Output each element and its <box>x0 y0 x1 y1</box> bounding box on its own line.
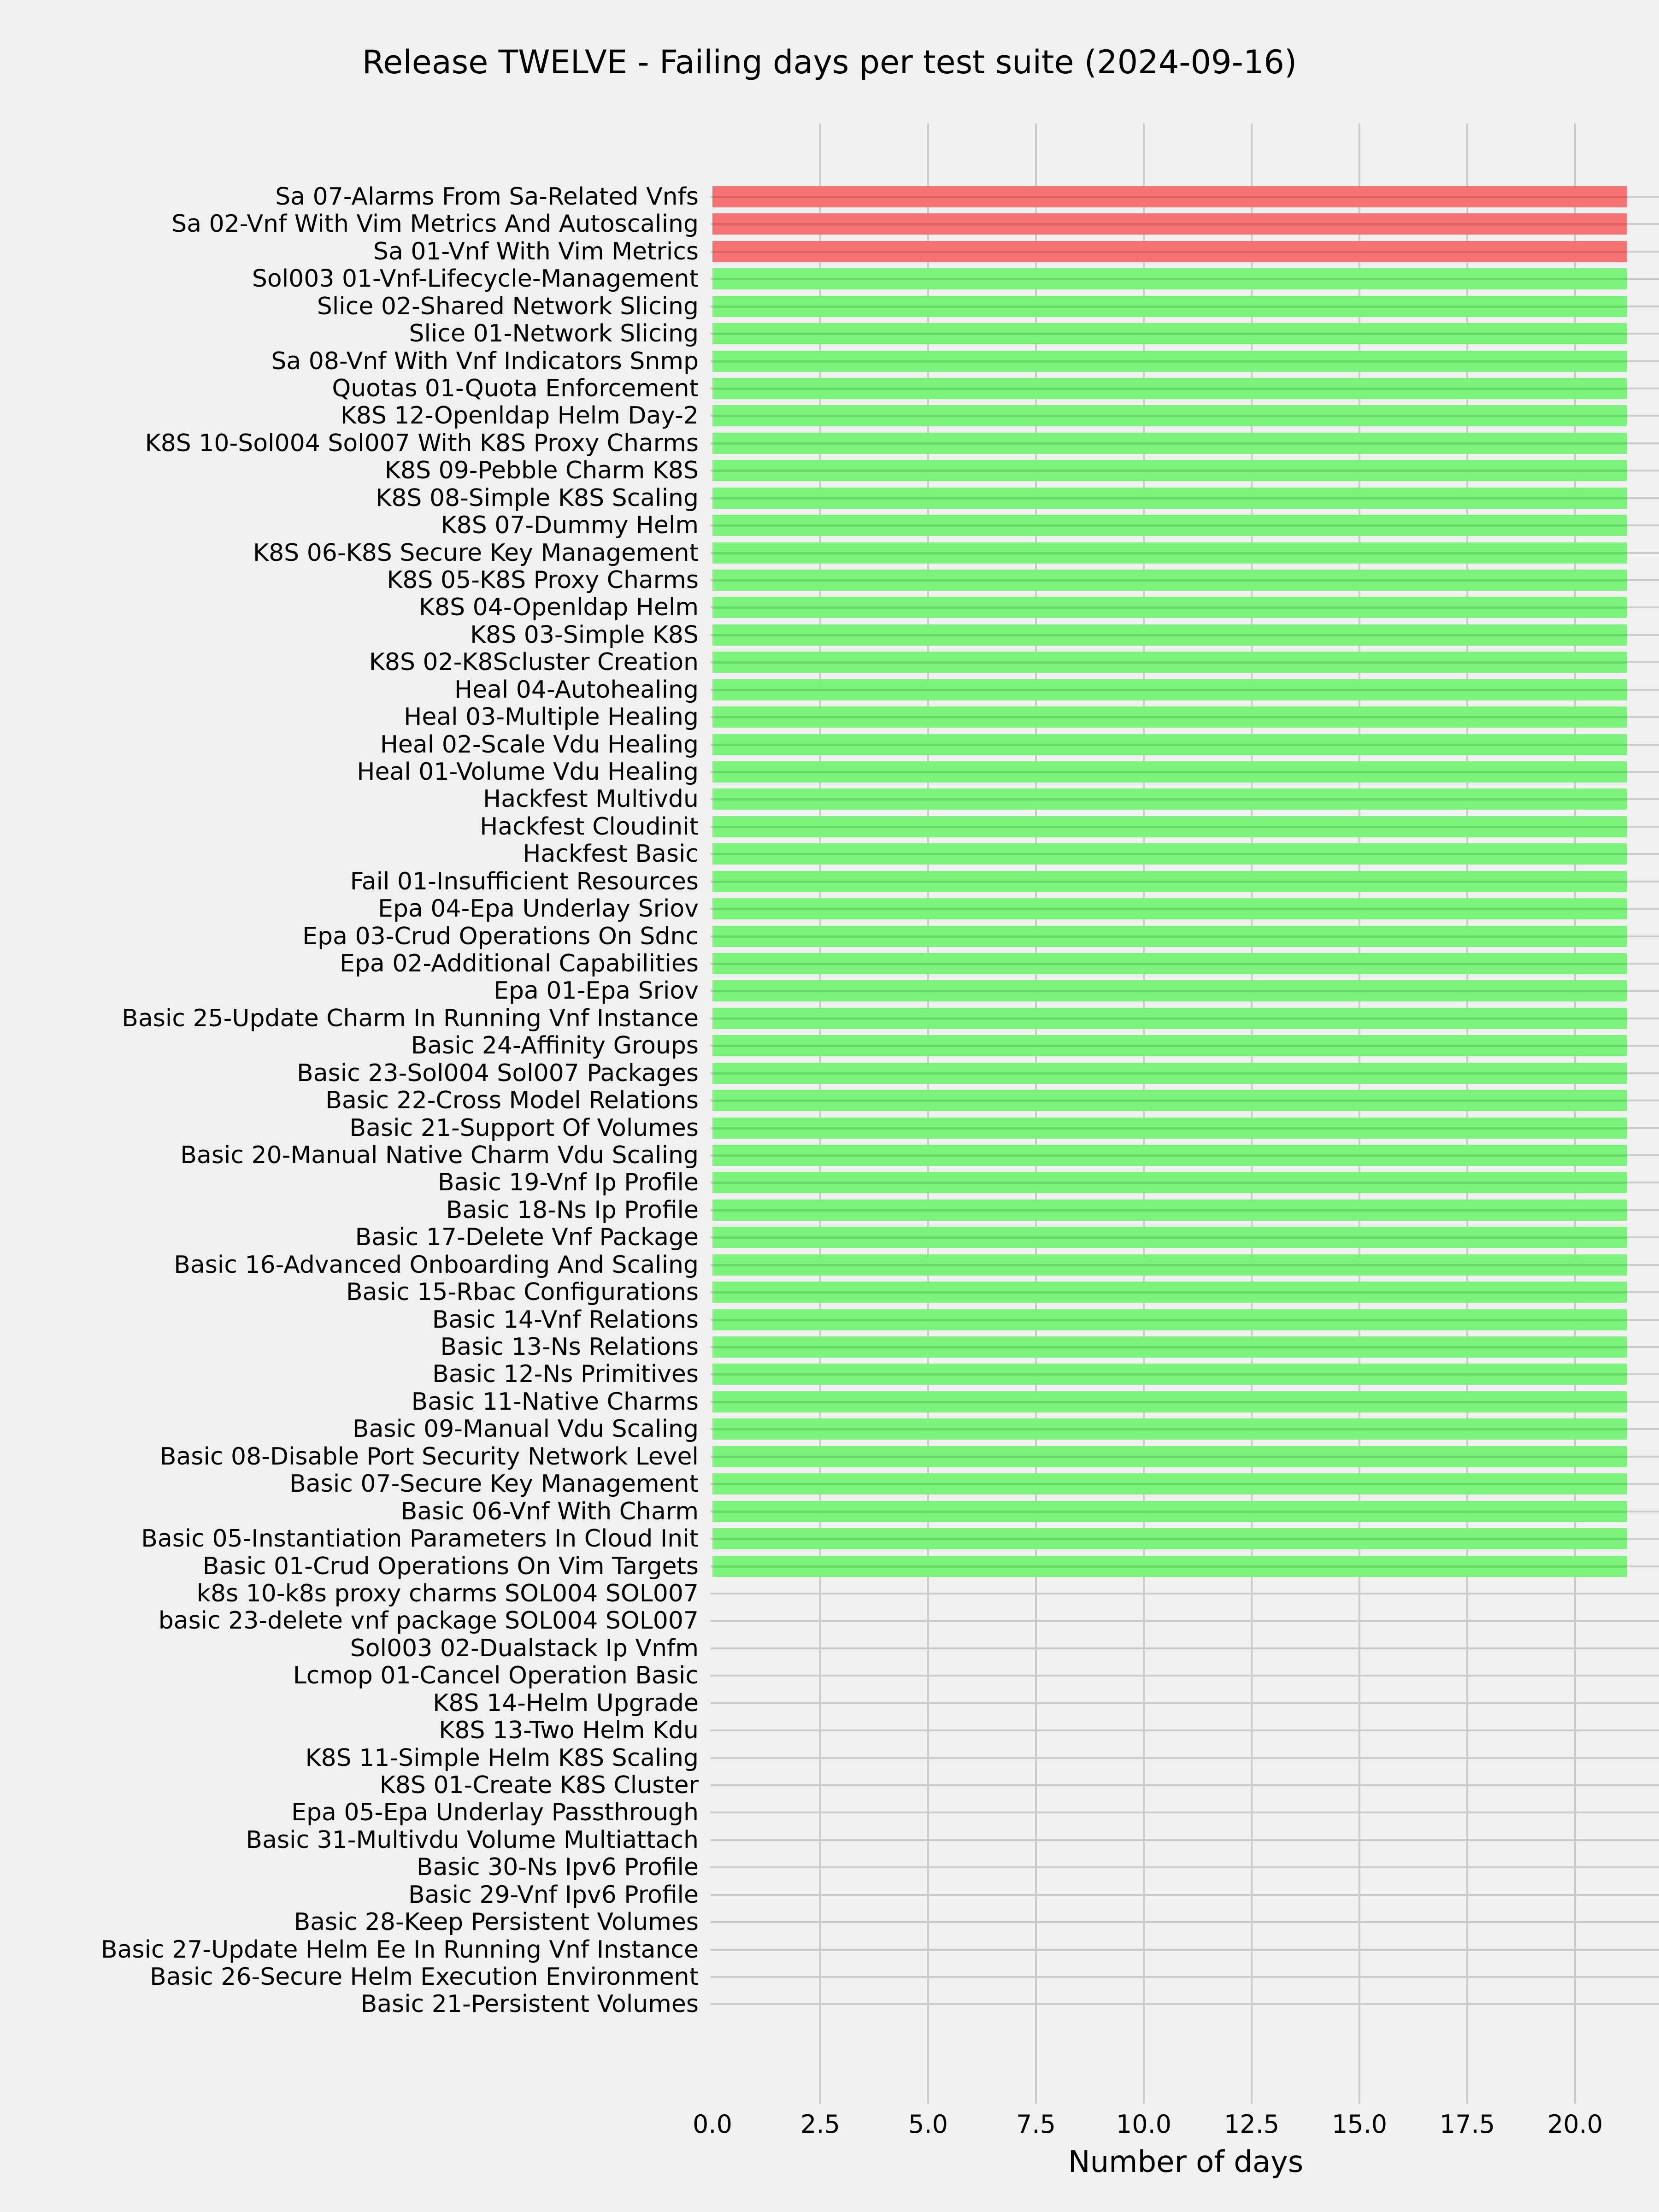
bar-center-stripe <box>712 689 1627 691</box>
y-tick-label: Lcmop 01-Cancel Operation Basic <box>293 1662 699 1690</box>
y-tick-label: Quotas 01-Quota Enforcement <box>332 375 699 402</box>
passing-bar <box>712 926 1627 947</box>
y-tick-label: Basic 15-Rbac Configurations <box>346 1278 699 1306</box>
bar-center-stripe <box>712 442 1627 445</box>
bar-center-stripe <box>712 1127 1627 1130</box>
y-tick-label: K8S 06-K8S Secure Key Management <box>253 539 699 567</box>
bar-center-stripe <box>712 826 1627 828</box>
bar-center-stripe <box>712 935 1627 938</box>
bar-center-stripe <box>712 1236 1627 1239</box>
y-tick-label: Basic 16-Advanced Onboarding And Scaling <box>174 1251 699 1279</box>
failing-bar <box>712 213 1627 235</box>
passing-bar <box>712 1254 1627 1276</box>
horizontal-gridline <box>711 1593 1659 1594</box>
passing-bar <box>712 351 1627 372</box>
y-tick-label: Basic 21-Support Of Volumes <box>349 1114 699 1142</box>
bar-center-stripe <box>712 196 1627 198</box>
bar-center-stripe <box>712 716 1627 718</box>
bar-center-stripe <box>712 579 1627 582</box>
y-tick-label: K8S 10-Sol004 Sol007 With K8S Proxy Charms <box>145 429 699 457</box>
y-tick-label: k8s 10-k8s proxy charms SOL004 SOL007 <box>196 1579 699 1607</box>
passing-bar <box>712 1063 1627 1084</box>
y-tick-label: K8S 08-Simple K8S Scaling <box>376 484 699 512</box>
bar-center-stripe <box>712 223 1627 225</box>
y-tick-label: Heal 02-Scale Vdu Healing <box>380 730 699 759</box>
passing-bar <box>712 570 1627 591</box>
y-tick-label: K8S 05-K8S Proxy Charms <box>387 566 699 594</box>
horizontal-gridline <box>711 1894 1659 1896</box>
passing-bar <box>712 953 1627 974</box>
bar-center-stripe <box>712 1483 1627 1485</box>
bar-center-stripe <box>712 1565 1627 1568</box>
horizontal-gridline <box>711 1647 1659 1649</box>
passing-bar <box>712 405 1627 426</box>
passing-bar <box>712 761 1627 782</box>
passing-bar <box>712 433 1627 454</box>
x-tick-label: 7.5 <box>1016 2110 1056 2139</box>
y-tick-label: Basic 22-Cross Model Relations <box>325 1087 699 1115</box>
bar-center-stripe <box>712 1319 1627 1321</box>
passing-bar <box>712 268 1627 289</box>
horizontal-gridline <box>711 1839 1659 1841</box>
y-tick-label: Basic 07-Secure Key Management <box>289 1470 699 1498</box>
passing-bar <box>712 788 1627 810</box>
y-tick-label: Basic 28-Keep Persistent Volumes <box>294 1908 699 1936</box>
passing-bar <box>712 1473 1627 1494</box>
y-tick-label: Basic 26-Secure Helm Execution Environment <box>150 1963 699 1991</box>
y-tick-label: K8S 12-Openldap Helm Day-2 <box>340 402 699 430</box>
bar-center-stripe <box>712 1538 1627 1540</box>
passing-bar <box>712 706 1627 728</box>
horizontal-gridline <box>711 1784 1659 1786</box>
horizontal-gridline <box>711 1675 1659 1677</box>
bar-center-stripe <box>712 1291 1627 1294</box>
y-tick-label: Sol003 02-Dualstack Ip Vnfm <box>350 1634 699 1662</box>
bar-center-stripe <box>712 771 1627 773</box>
y-tick-label: Epa 05-Epa Underlay Passthrough <box>291 1799 699 1827</box>
x-tick-label: 5.0 <box>908 2110 948 2139</box>
passing-bar <box>712 1364 1627 1385</box>
y-tick-label: K8S 11-Simple Helm K8S Scaling <box>305 1744 699 1772</box>
bar-center-stripe <box>712 963 1627 965</box>
bar-center-stripe <box>712 1209 1627 1212</box>
bar-center-stripe <box>712 661 1627 664</box>
y-tick-label: K8S 03-Simple K8S <box>470 621 699 649</box>
y-tick-label: Basic 23-Sol004 Sol007 Packages <box>297 1059 699 1087</box>
y-tick-label: Sol003 01-Vnf-Lifecycle-Management <box>252 265 699 293</box>
chart-title: Release TWELVE - Failing days per test suite (2024-09-16) <box>362 43 1297 81</box>
bar-center-stripe <box>712 470 1627 472</box>
bar-center-stripe <box>712 524 1627 527</box>
y-tick-label: Sa 02-Vnf With Vim Metrics And Autoscaling <box>171 210 699 238</box>
y-tick-label: Sa 01-Vnf With Vim Metrics <box>373 237 699 265</box>
passing-bar <box>712 1556 1627 1577</box>
y-tick-label: Basic 09-Manual Vdu Scaling <box>352 1415 699 1443</box>
bar-center-stripe <box>712 1045 1627 1047</box>
passing-bar <box>712 1118 1627 1139</box>
y-tick-label: Epa 01-Epa Sriov <box>494 977 699 1005</box>
bar-center-stripe <box>712 306 1627 308</box>
y-tick-label: Basic 14-Vnf Relations <box>432 1306 699 1334</box>
bar-center-stripe <box>712 333 1627 335</box>
bar-center-stripe <box>712 798 1627 800</box>
bar-center-stripe <box>712 251 1627 253</box>
y-tick-label: Basic 11-Native Charms <box>411 1388 699 1416</box>
passing-bar <box>712 296 1627 317</box>
bar-center-stripe <box>712 606 1627 609</box>
y-tick-label: Fail 01-Insufficient Resources <box>350 867 699 895</box>
passing-bar <box>712 378 1627 399</box>
y-tick-label: K8S 02-K8Scluster Creation <box>369 648 699 677</box>
passing-bar <box>712 1227 1627 1248</box>
bar-center-stripe <box>712 415 1627 417</box>
y-tick-label: basic 23-delete vnf package SOL004 SOL007 <box>158 1607 699 1635</box>
y-tick-label: K8S 13-Two Helm Kdu <box>439 1717 699 1745</box>
y-tick-label: Basic 08-Disable Port Security Network Level <box>159 1442 699 1471</box>
y-tick-label: Basic 13-Ns Relations <box>440 1333 699 1361</box>
bar-center-stripe <box>712 1154 1627 1157</box>
passing-bar <box>712 1501 1627 1522</box>
bar-center-stripe <box>712 388 1627 390</box>
bar-center-stripe <box>712 1401 1627 1403</box>
y-tick-label: Hackfest Basic <box>523 840 699 868</box>
y-tick-label: Hackfest Cloudinit <box>480 812 699 841</box>
y-tick-label: Basic 24-Affinity Groups <box>411 1032 699 1060</box>
y-tick-label: K8S 07-Dummy Helm <box>441 512 699 540</box>
bar-center-stripe <box>712 552 1627 554</box>
horizontal-gridline <box>711 1976 1659 1978</box>
y-tick-label: Basic 01-Crud Operations On Vim Targets <box>202 1552 699 1580</box>
passing-bar <box>712 843 1627 865</box>
bar-center-stripe <box>712 1182 1627 1184</box>
horizontal-gridline <box>711 2003 1659 2005</box>
y-tick-label: Basic 21-Persistent Volumes <box>360 1990 699 2018</box>
y-tick-label: Basic 20-Manual Native Charm Vdu Scaling <box>180 1141 699 1170</box>
horizontal-gridline <box>711 1757 1659 1759</box>
horizontal-gridline <box>711 1949 1659 1951</box>
y-tick-label: K8S 04-Openldap Helm <box>418 594 699 622</box>
passing-bar <box>712 1336 1627 1358</box>
bar-center-stripe <box>712 908 1627 910</box>
y-tick-label: Basic 05-Instantiation Parameters In Cloud Init <box>141 1525 699 1553</box>
y-tick-label: Heal 03-Multiple Healing <box>404 703 699 731</box>
passing-bar <box>712 898 1627 919</box>
bar-center-stripe <box>712 1264 1627 1266</box>
passing-bar <box>712 1145 1627 1166</box>
horizontal-gridline <box>711 1702 1659 1704</box>
y-tick-label: Heal 04-Autohealing <box>454 676 699 704</box>
y-tick-label: Basic 17-Delete Vnf Package <box>355 1224 699 1252</box>
horizontal-gridline <box>711 1921 1659 1923</box>
y-tick-label: K8S 01-Create K8S Cluster <box>379 1771 699 1799</box>
x-tick-label: 20.0 <box>1547 2110 1603 2139</box>
passing-bar <box>712 323 1627 344</box>
passing-bar <box>712 515 1627 536</box>
passing-bar <box>712 1035 1627 1056</box>
y-tick-label: Basic 27-Update Helm Ee In Running Vnf Instance <box>100 1936 699 1964</box>
bar-center-stripe <box>712 1373 1627 1376</box>
y-tick-label: Heal 01-Volume Vdu Healing <box>357 758 699 786</box>
x-tick-label: 2.5 <box>800 2110 840 2139</box>
bar-center-stripe <box>712 1456 1627 1458</box>
bar-center-stripe <box>712 1511 1627 1513</box>
bar-center-stripe <box>712 634 1627 636</box>
y-tick-label: Basic 19-Vnf Ip Profile <box>437 1169 699 1197</box>
horizontal-gridline <box>711 1866 1659 1868</box>
y-tick-label: Basic 25-Update Charm In Running Vnf Instance <box>122 1004 699 1032</box>
passing-bar <box>712 734 1627 755</box>
bar-center-stripe <box>712 1100 1627 1102</box>
passing-bar <box>712 679 1627 700</box>
passing-bar <box>712 1418 1627 1440</box>
passing-bar <box>712 871 1627 892</box>
y-tick-label: Slice 01-Network Slicing <box>409 320 699 348</box>
horizontal-gridline <box>711 1730 1659 1731</box>
bar-center-stripe <box>712 990 1627 992</box>
passing-bar <box>712 1528 1627 1549</box>
bar-center-stripe <box>712 497 1627 500</box>
horizontal-gridline <box>711 1620 1659 1622</box>
y-tick-label: Basic 18-Ns Ip Profile <box>446 1196 699 1224</box>
y-tick-label: Basic 06-Vnf With Charm <box>400 1497 699 1525</box>
passing-bar <box>712 1282 1627 1303</box>
passing-bar <box>712 1309 1627 1330</box>
passing-bar <box>712 542 1627 564</box>
y-tick-label: Epa 02-Additional Capabilities <box>340 950 699 978</box>
passing-bar <box>712 597 1627 618</box>
passing-bar <box>712 460 1627 481</box>
x-tick-label: 10.0 <box>1116 2110 1172 2139</box>
passing-bar <box>712 980 1627 1001</box>
y-tick-label: Epa 03-Crud Operations On Sdnc <box>302 922 699 950</box>
y-tick-label: K8S 14-Helm Upgrade <box>433 1689 699 1717</box>
passing-bar <box>712 816 1627 837</box>
x-tick-label: 15.0 <box>1331 2110 1388 2139</box>
bar-center-stripe <box>712 1072 1627 1075</box>
y-tick-label: Basic 30-Ns Ipv6 Profile <box>416 1853 699 1882</box>
bar-center-stripe <box>712 360 1627 363</box>
failing-bar <box>712 186 1627 207</box>
y-tick-label: Epa 04-Epa Underlay Sriov <box>378 895 699 923</box>
x-tick-label: 0.0 <box>693 2110 732 2139</box>
x-tick-label: 17.5 <box>1439 2110 1495 2139</box>
bar-center-stripe <box>712 1346 1627 1348</box>
passing-bar <box>712 1090 1627 1111</box>
failing-bar <box>712 241 1627 262</box>
horizontal-gridline <box>711 1812 1659 1813</box>
passing-bar <box>712 1200 1627 1221</box>
x-axis-label: Number of days <box>1068 2145 1304 2179</box>
y-tick-label: Hackfest Multivdu <box>483 785 699 813</box>
x-tick-label: 12.5 <box>1224 2110 1280 2139</box>
y-tick-label: Sa 08-Vnf With Vnf Indicators Snmp <box>271 347 699 375</box>
bar-center-stripe <box>712 881 1627 883</box>
y-tick-label: K8S 09-Pebble Charm K8S <box>384 457 699 485</box>
passing-bar <box>712 1391 1627 1412</box>
y-tick-label: Basic 29-Vnf Ipv6 Profile <box>408 1881 699 1909</box>
bar-center-stripe <box>712 278 1627 280</box>
passing-bar <box>712 488 1627 509</box>
y-tick-label: Sa 07-Alarms From Sa-Related Vnfs <box>275 183 699 211</box>
y-tick-label: Basic 31-Multivdu Volume Multiattach <box>246 1826 699 1854</box>
bar-center-stripe <box>712 1018 1627 1020</box>
passing-bar <box>712 1008 1627 1029</box>
passing-bar <box>712 1446 1627 1467</box>
bar-center-stripe <box>712 744 1627 746</box>
passing-bar <box>712 1172 1627 1193</box>
bar-center-stripe <box>712 853 1627 855</box>
passing-bar <box>712 624 1627 646</box>
y-tick-label: Basic 12-Ns Primitives <box>432 1360 699 1388</box>
passing-bar <box>712 652 1627 673</box>
y-tick-label: Slice 02-Shared Network Slicing <box>317 292 699 320</box>
bar-center-stripe <box>712 1428 1627 1430</box>
